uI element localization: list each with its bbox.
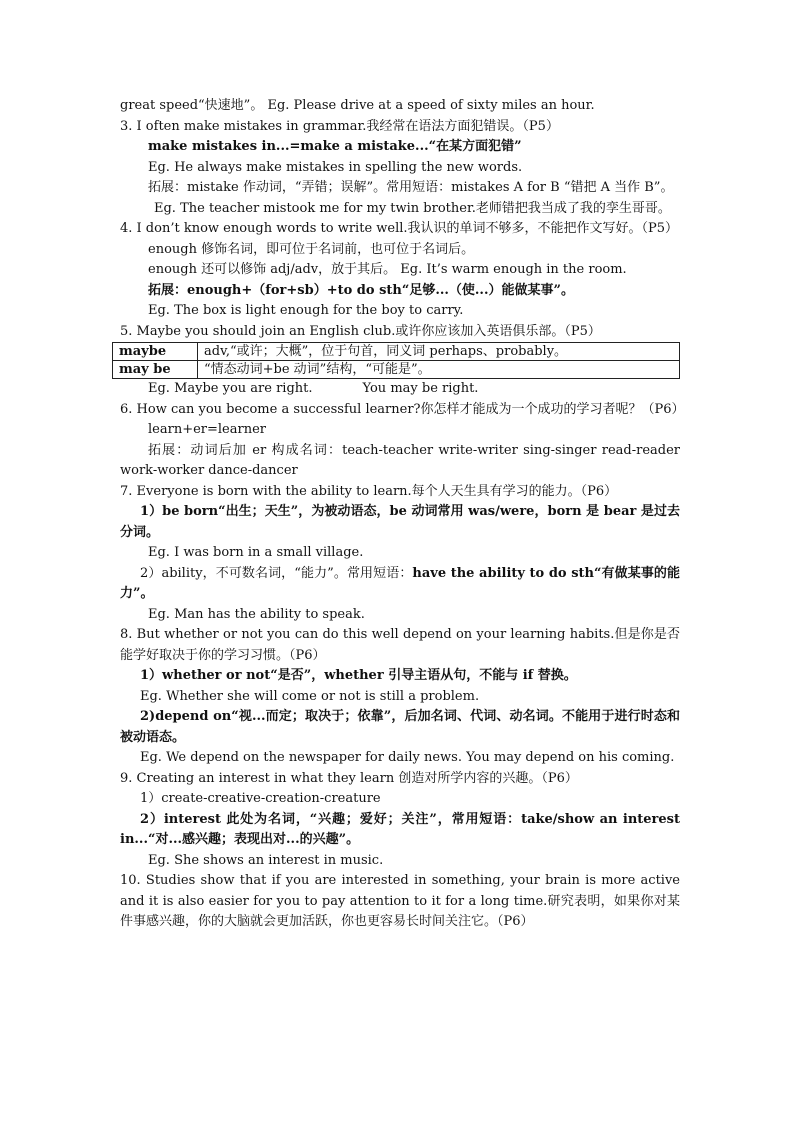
- example-line: Eg. I was born in a small village.: [148, 545, 364, 560]
- text-line: great speed“快速地”。 Eg. Please drive at a speed of sixty miles an hour.: [120, 98, 595, 113]
- example-a: Eg. Maybe you are right.: [148, 381, 313, 396]
- phrase-bold: have the ability to do sth“有做某事的能力”。: [120, 565, 680, 601]
- phrase-bold: make mistakes in...=make a mistake...“在某方面犯错”: [148, 139, 522, 154]
- note-line: enough 修饰名词，即可位于名词前，也可位于名词后。: [148, 241, 475, 257]
- maybe-comparison-table: [112, 342, 680, 379]
- example-line: Eg. Man has the ability to speak.: [148, 606, 365, 622]
- example-line: Eg. The box is light enough for the boy to carry.: [148, 303, 464, 318]
- example-line: Eg. She shows an interest in music.: [148, 852, 384, 868]
- note-bold: 2)depend on“视...而定；取决于；依靠”，后加名词、代词、动名词。不能用于进行时态和被动语态。: [120, 709, 680, 745]
- note-line: [120, 564, 680, 605]
- table-desc: “情态动词+be 动词”结构，“可能是”。: [198, 361, 680, 379]
- item-heading: 6. How can you become a successful learner?你怎样才能成为一个成功的学习者呢？（P6）: [120, 401, 685, 417]
- example-line: Eg. He always make mistakes in spelling the new words.: [148, 159, 523, 175]
- example-b: You may be right.: [362, 381, 479, 396]
- note-text: 2）ability，不可数名词，“能力”。常用短语：: [140, 565, 413, 581]
- note-bold: 2）interest 此处为名词，“兴趣；爱好；关注”，常用短语：take/show an interest in...“对...感兴趣；表现出对...的兴趣”。: [120, 811, 680, 847]
- extension-note: 拓展：mistake 作动词，“弄错；误解”。常用短语：mistakes A for B “错把 A 当作 B”。: [148, 180, 674, 195]
- item-heading: 10. Studies show that if you are interested in something, your brain is more active and it is also easier for you to pay attention to it for a long time.研究表明，如果你对某件事感兴趣，你的大脑就会更加活跃，你也更容易长时间关注它。（P6）: [120, 873, 680, 929]
- example-line: Eg. The teacher mistook me for my twin brother.老师错把我当成了我的孪生哥哥。: [154, 200, 671, 216]
- note-bold: 1）be born“出生；天生”，为被动语态，be 动词常用 was/were，born 是 bear 是过去分词。: [120, 504, 680, 540]
- note-line: enough 还可以修饰 adj/adv，放于其后。 Eg. It’s warm enough in the room.: [148, 262, 627, 277]
- example-line: [120, 379, 680, 400]
- table-row: [113, 343, 680, 361]
- note-bold: 1）whether or not“是否”，whether 引导主语从句，不能与 if 替换。: [140, 668, 577, 683]
- note-line: 1）create-creative-creation-creature: [140, 791, 381, 806]
- example-line: Eg. Whether she will come or not is still a problem.: [140, 688, 480, 704]
- note-line: learn+er=learner: [148, 422, 266, 437]
- document-page: [119, 96, 685, 933]
- item-heading: 5. Maybe you should join an English club.或许你应该加入英语俱乐部。（P5）: [120, 323, 601, 339]
- item-heading: 7. Everyone is born with the ability to learn.每个人天生具有学习的能力。（P6）: [120, 483, 618, 499]
- item-heading: 3. I often make mistakes in grammar.我经常在语法方面犯错误。（P5）: [120, 118, 559, 134]
- example-line: Eg. We depend on the newspaper for daily news. You may depend on his coming.: [140, 750, 675, 765]
- extension-bold: 拓展：enough+（for+sb）+to do sth“足够...（使...）能做某事”。: [148, 282, 574, 298]
- table-row: [113, 361, 680, 379]
- item-heading: 4. I don’t know enough words to write well.我认识的单词不够多，不能把作文写好。（P5）: [120, 221, 679, 236]
- table-desc: adv,“或许；大概”，位于句首，同义词 perhaps、probably。: [198, 343, 680, 361]
- extension-note: 拓展：动词后加 er 构成名词：teach-teacher write-writer sing-singer read-reader work-worker dance-dancer: [120, 442, 680, 478]
- table-term: may be: [113, 361, 198, 379]
- item-heading: 9. Creating an interest in what they learn 创造对所学内容的兴趣。（P6）: [120, 770, 578, 786]
- table-term: maybe: [113, 343, 198, 361]
- item-heading: 8. But whether or not you can do this well depend on your learning habits.但是你是否能学好取决于你的学习习惯。（P6）: [120, 627, 680, 663]
